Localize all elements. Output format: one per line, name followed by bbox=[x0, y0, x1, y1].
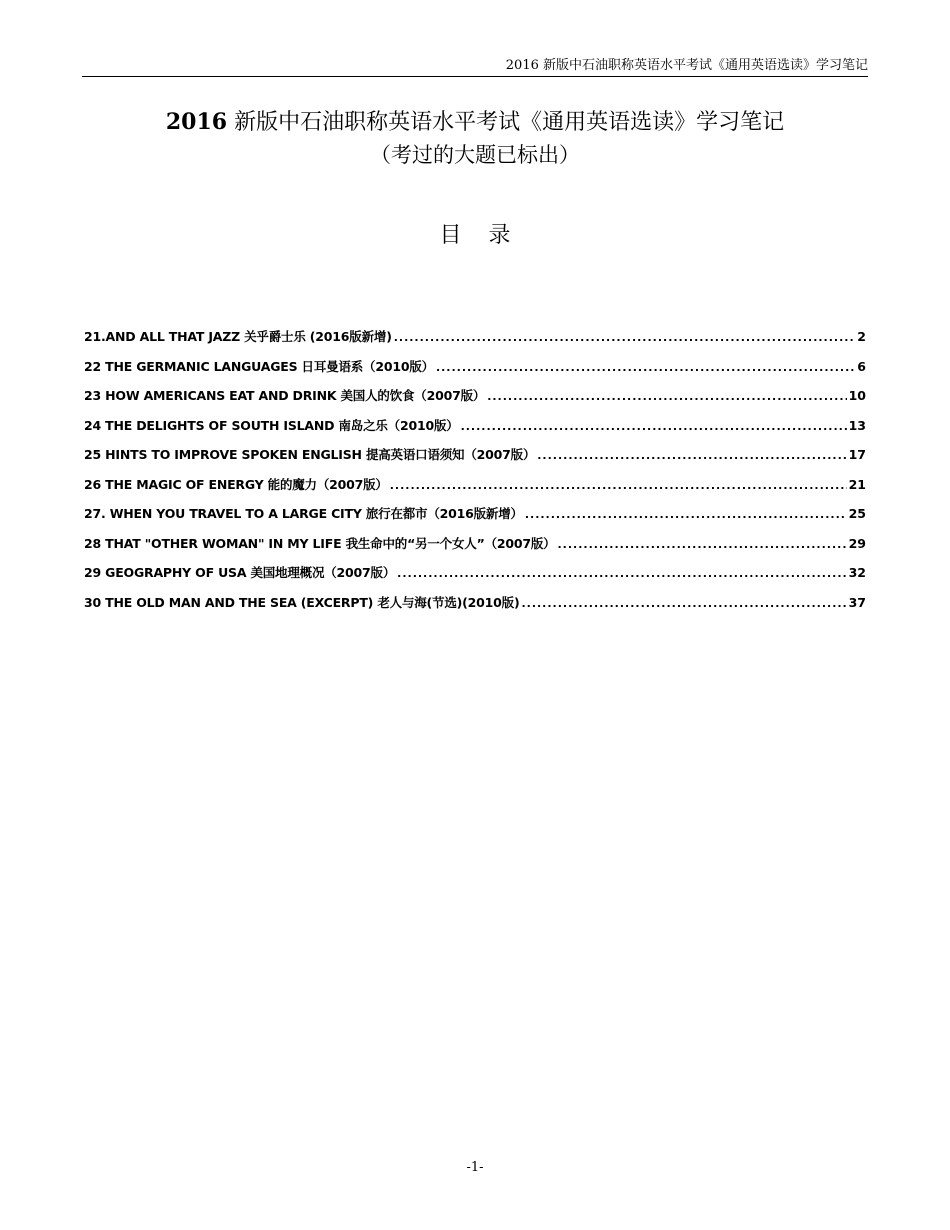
toc-entry-page: 6 bbox=[857, 358, 866, 374]
toc-dot-leader bbox=[558, 534, 847, 556]
toc-entry-title: 24 THE DELIGHTS OF SOUTH ISLAND 南岛之乐（2010版） bbox=[84, 417, 459, 433]
toc-dot-leader bbox=[390, 475, 847, 497]
toc-entry-title: 30 THE OLD MAN AND THE SEA (EXCERPT) 老人与海(节选)(2010版) bbox=[84, 594, 520, 610]
toc-entry-title: 22 THE GERMANIC LANGUAGES 日耳曼语系（2010版） bbox=[84, 358, 434, 374]
document-title-main: 新版中石油职称英语水平考试《通用英语选读》学习笔记 bbox=[234, 110, 785, 135]
toc-entry[interactable] bbox=[84, 444, 866, 474]
toc-entry-page: 29 bbox=[848, 535, 866, 551]
toc-entry-title: 28 THAT "OTHER WOMAN" IN MY LIFE 我生命中的“另一个女人”（2007版） bbox=[84, 535, 556, 551]
toc-entry-page: 2 bbox=[857, 329, 866, 344]
toc-entry-page: 37 bbox=[848, 594, 866, 610]
toc-entry-title: 21.AND ALL THAT JAZZ 关乎爵士乐 (2016版新增) bbox=[84, 329, 392, 344]
running-header: 2016 新版中石油职称英语水平考试《通用英语选读》学习笔记 bbox=[505, 58, 868, 73]
toc-entry-title: 25 HINTS TO IMPROVE SPOKEN ENGLISH 提高英语口语须知（2007版） bbox=[84, 447, 536, 462]
toc-dot-leader bbox=[397, 563, 846, 585]
toc-entry[interactable] bbox=[84, 562, 866, 592]
toc-entry-title: 26 THE MAGIC OF ENERGY 能的魔力（2007版） bbox=[84, 476, 388, 492]
toc-dot-leader bbox=[394, 327, 856, 349]
toc-entry[interactable] bbox=[84, 592, 866, 622]
toc-entry[interactable] bbox=[84, 503, 866, 533]
toc-entry[interactable] bbox=[84, 415, 866, 445]
toc-heading: 目 录 bbox=[439, 223, 521, 248]
toc-entry[interactable] bbox=[84, 385, 866, 415]
toc-entry-page: 10 bbox=[848, 388, 866, 403]
toc-dot-leader bbox=[436, 357, 855, 379]
document-title-year: 2016 bbox=[165, 109, 228, 135]
toc-entry[interactable] bbox=[84, 326, 866, 356]
toc-entry-title: 29 GEOGRAPHY OF USA 美国地理概况（2007版） bbox=[84, 565, 396, 580]
toc-dot-leader bbox=[461, 416, 847, 438]
toc-entry-page: 32 bbox=[848, 565, 866, 580]
document-title-block bbox=[0, 106, 950, 171]
page-number: -1- bbox=[466, 1160, 484, 1175]
toc-dot-leader bbox=[525, 504, 847, 526]
toc-entry-page: 25 bbox=[848, 506, 866, 521]
toc-entry-page: 17 bbox=[848, 447, 866, 462]
toc-dot-leader bbox=[537, 445, 846, 467]
document-title bbox=[0, 106, 950, 139]
toc-entry-title: 23 HOW AMERICANS EAT AND DRINK 美国人的饮食（2007版） bbox=[84, 388, 486, 403]
header-divider bbox=[82, 76, 868, 77]
table-of-contents bbox=[84, 326, 866, 621]
toc-entry[interactable] bbox=[84, 533, 866, 563]
toc-dot-leader bbox=[521, 593, 846, 615]
toc-dot-leader bbox=[487, 386, 846, 408]
toc-entry-page: 13 bbox=[848, 417, 866, 433]
toc-entry-title: 27. WHEN YOU TRAVEL TO A LARGE CITY 旅行在都市（2016版新增） bbox=[84, 506, 523, 521]
document-subtitle: （考过的大题已标出） bbox=[370, 143, 580, 167]
toc-entry[interactable] bbox=[84, 474, 866, 504]
toc-entry[interactable] bbox=[84, 356, 866, 386]
toc-entry-page: 21 bbox=[848, 476, 866, 492]
